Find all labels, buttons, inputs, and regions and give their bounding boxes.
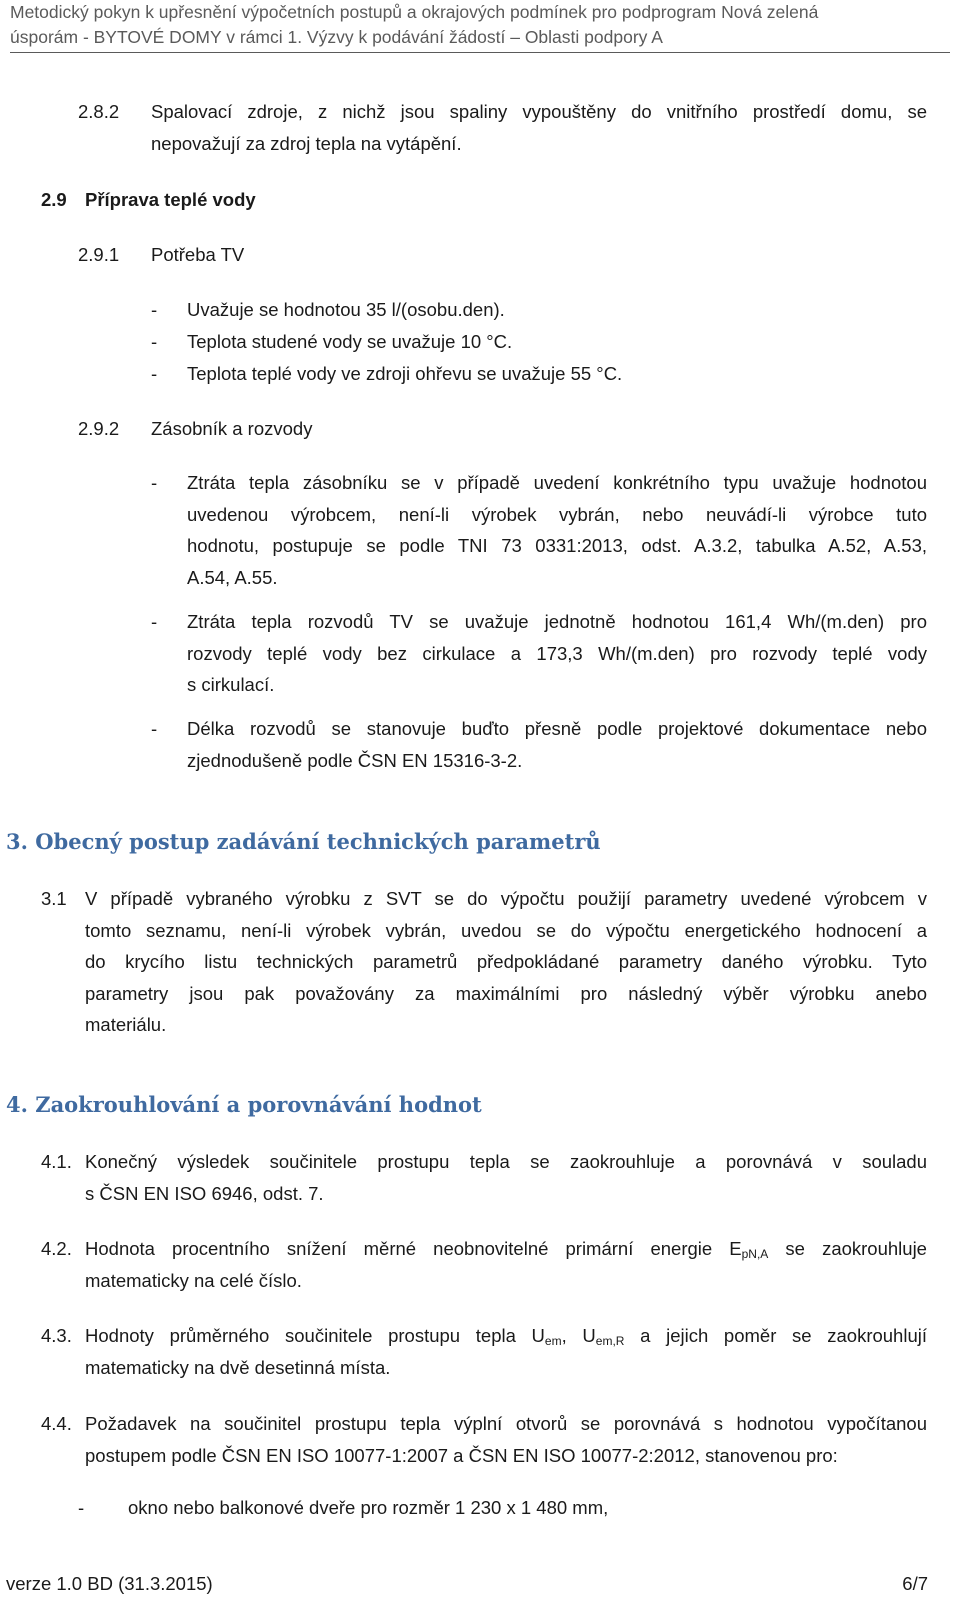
paragraph-number: 4.4.: [41, 1413, 72, 1434]
section-title-2-9-1: Potřeba TV: [151, 244, 245, 265]
list-item: Ztráta tepla rozvodů TV se uvažuje jednotně hodnotou 161,4 Wh/(m.den) pro rozvody teplé vody bez cirkulace a 173,3 Wh/(m.den) pro rozvody teplé vody s cirkulací.: [187, 611, 927, 696]
paragraph-4-3: Hodnoty průměrného součinitele prostupu tepla $U_{em}$, $U_{em,R}$ a jejich poměr se zaokrouhlují matematicky na dvě desetinná místa.: [85, 1325, 928, 1378]
bullet-dash: -: [151, 363, 158, 384]
list-item: Ztráta tepla zásobníku se v případě uvedení konkrétního typu uvažuje hodnotou uvedenou výrobcem, není-li výrobek vybrán, nebo neuvádí-li výrobce tuto hodnotu, postupuje se podle TNI 73 0331:2013, odst. A.3.2, tabulka A.52, A.53, A.54, A.55.: [187, 472, 927, 588]
header-line-2: úsporám - BYTOVÉ DOMY v rámci 1. Výzvy k podávání žádostí – Oblasti podpory A: [10, 27, 663, 47]
paragraph-number: 4.3.: [41, 1325, 72, 1346]
bullet-dash: -: [151, 611, 158, 632]
paragraph-3-1: V případě vybraného výrobku z SVT se do výpočtu použijí parametry uvedené výrobcem v tomto seznamu, není-li výrobek vybrán, uvedou se do výpočtu energetického hodnocení a do krycího listu technických parametrů předpokládané parametry daného výrobku. Tyto parametry jsou pak považovány za maximálními pro následný výběr výrobku anebo materiálu.: [85, 888, 927, 1036]
section-number: 2.8.2: [78, 101, 120, 122]
list-item: okno nebo balkonové dveře pro rozměr 1 230 x 1 480 mm,: [128, 1497, 609, 1518]
header-line-1: Metodický pokyn k upřesnění výpočetních postupů a okrajových podmínek pro podprogram Nová zelená: [10, 2, 819, 22]
section-title-2-9: Příprava teplé vody: [85, 189, 256, 210]
section-number: 2.9: [41, 189, 67, 210]
heading-section-4: 4. Zaokrouhlování a porovnávání hodnot: [6, 1092, 482, 1117]
paragraph-4-2: Hodnota procentního snížení měrné neobnovitelné primární energie $E_{pN,A}$ se zaokrouhluje matematicky na celé číslo.: [85, 1238, 927, 1291]
paragraph-number: 3.1: [41, 888, 67, 909]
heading-section-3: 3. Obecný postup zadávání technických parametrů: [6, 829, 601, 854]
bullet-dash: -: [151, 331, 158, 352]
bullet-dash: -: [151, 718, 158, 739]
bullet-dash: -: [151, 472, 158, 493]
list-item: Uvažuje se hodnotou 35 l/(osobu.den).: [187, 299, 505, 320]
paragraph-number: 4.1.: [41, 1151, 72, 1172]
section-number: 2.9.1: [78, 244, 120, 265]
footer-version: verze 1.0 BD (31.3.2015): [6, 1573, 213, 1594]
bullet-dash: -: [78, 1497, 85, 1518]
list-item: Teplota studené vody se uvažuje 10 °C.: [187, 331, 513, 352]
footer-page-number: 6/7: [902, 1573, 928, 1594]
section-number: 2.9.2: [78, 418, 120, 439]
bullet-dash: -: [151, 299, 158, 320]
paragraph-2-8-2: Spalovací zdroje, z nichž jsou spaliny vypouštěny do vnitřního prostředí domu, se nepovažují za zdroj tepla na vytápění.: [151, 101, 927, 154]
list-item: Délka rozvodů se stanovuje buďto přesně podle projektové dokumentace nebo zjednodušeně podle ČSN EN 15316-3-2.: [187, 718, 927, 771]
paragraph-4-1: Konečný výsledek součinitele prostupu tepla se zaokrouhluje a porovnává v souladu s ČSN EN ISO 6946, odst. 7.: [85, 1151, 927, 1204]
header-rule: [10, 52, 950, 53]
page-header: [10, 0, 950, 50]
paragraph-4-4: Požadavek na součinitel prostupu tepla výplní otvorů se porovnává s hodnotou vypočítanou postupem podle ČSN EN ISO 10077-1:2007 a ČSN EN ISO 10077-2:2012, stanovenou pro:: [85, 1413, 927, 1466]
paragraph-number: 4.2.: [41, 1238, 72, 1259]
section-title-2-9-2: Zásobník a rozvody: [151, 418, 313, 439]
list-item: Teplota teplé vody ve zdroji ohřevu se uvažuje 55 °C.: [187, 363, 623, 384]
